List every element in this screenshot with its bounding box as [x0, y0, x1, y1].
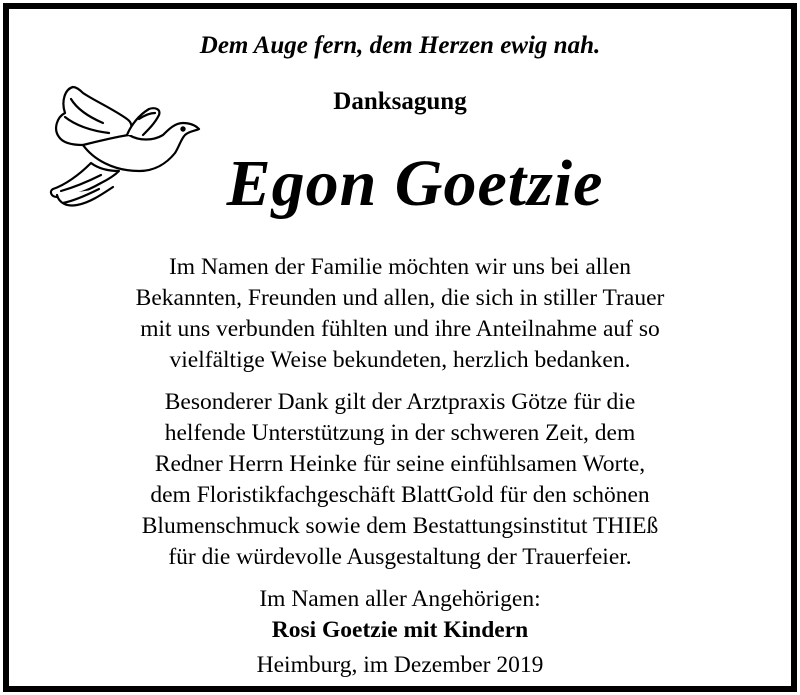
text-line: vielfältige Weise bekundeten, herzlich bedanken. [169, 347, 631, 373]
text-line: Blumenschmuck sowie dem Bestattungsinstitut THIEß [141, 513, 659, 539]
text-line: Bekannten, Freunden und allen, die sich in stiller Trauer [135, 285, 665, 311]
text-line: dem Floristikfachgeschäft BlattGold für den schönen [150, 482, 650, 508]
obituary-notice [3, 3, 797, 692]
thanks-paragraph [9, 252, 791, 376]
special-thanks-paragraph [9, 387, 791, 573]
closing-line: Im Namen aller Angehörigen: [259, 586, 541, 612]
text-line: für die würdevolle Ausgestaltung der Trauerfeier. [168, 544, 632, 570]
text-line: helfende Unterstützung in der schweren Zeit, dem [164, 420, 636, 446]
text-line: Im Namen der Familie möchten wir uns bei allen [168, 254, 632, 280]
place-date: Heimburg, im Dezember 2019 [256, 652, 544, 678]
text-line: mit uns verbunden fühlten und ihre Anteilnahme auf so [140, 316, 660, 342]
heading: Danksagung [333, 88, 467, 115]
text-line: Besonderer Dank gilt der Arztpraxis Götze für die [164, 389, 636, 415]
text-line: Redner Herrn Heinke für seine einfühlsamen Worte, [154, 451, 646, 477]
deceased-name: Egon Goetzie [226, 147, 604, 220]
signature: Rosi Goetzie mit Kindern [271, 617, 529, 643]
motto: Dem Auge fern, dem Herzen ewig nah. [199, 32, 601, 59]
